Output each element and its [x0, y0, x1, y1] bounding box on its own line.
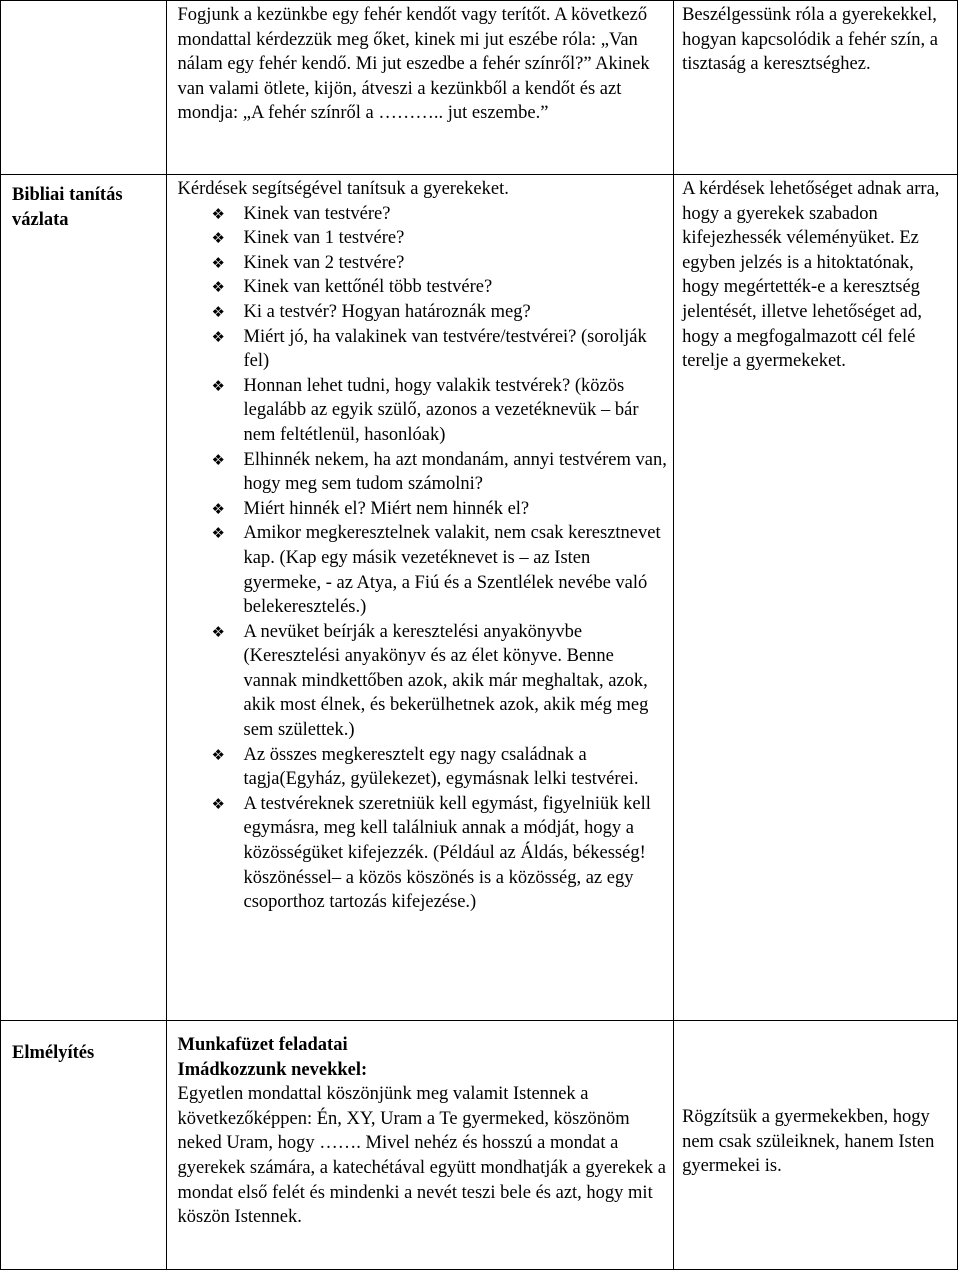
list-item-text: A nevüket beírják a keresztelési anyakönyvbe (Keresztelési anyakönyv és az élet könyve. Benne vannak mindkettőben azok, akik már meghaltak, azok, akik most élnek, és bekerülhetnek azok, akik még meg sem születtek.): [243, 621, 649, 741]
list-item-text: Elhinnék nekem, ha azt mondanám, annyi testvérem van, hogy meg sem tudom számolni?: [243, 449, 667, 495]
activity-content: [178, 1023, 668, 1230]
row-label-cell: [1, 1021, 167, 1270]
four-diamond-bullet-icon: ❖: [211, 794, 225, 813]
four-diamond-bullet-icon: ❖: [211, 253, 225, 272]
question-list: [178, 202, 668, 915]
four-diamond-bullet-icon: ❖: [211, 327, 225, 346]
note-content: [682, 1023, 951, 1179]
list-item: [178, 300, 668, 325]
four-diamond-bullet-icon: ❖: [211, 376, 225, 395]
four-diamond-bullet-icon: ❖: [211, 450, 225, 469]
four-diamond-bullet-icon: ❖: [211, 622, 225, 641]
row-label-cell: [1, 175, 167, 1021]
note-text: Rögzítsük a gyermekekben, hogy nem csak szüleiknek, hanem Isten gyermekei is.: [682, 1107, 935, 1177]
activity-cell: [166, 1, 674, 175]
list-item-text: Az összes megkeresztelt egy nagy családnak a tagja(Egyház, gyülekezet), egymásnak lelki testvérei.: [243, 744, 639, 790]
list-item-text: A testvéreknek szeretniük kell egymást, figyelniük kell egymásra, meg kell találniuk annak a módját, hogy a közösségüket kifejezzék. (Például az Áldás, békesség! köszönéssel– a közös köszönés is a közösség, az egy csoporthoz tartozás kifejezése.): [243, 793, 651, 913]
note-cell: [674, 1021, 958, 1270]
activity-cell: [166, 1021, 674, 1270]
list-item: [178, 251, 668, 276]
four-diamond-bullet-icon: ❖: [211, 229, 225, 248]
four-diamond-bullet-icon: ❖: [211, 278, 225, 297]
list-item-text: Miért hinnék el? Miért nem hinnék el?: [243, 498, 530, 519]
four-diamond-bullet-icon: ❖: [211, 745, 225, 764]
list-item-text: Honnan lehet tudni, hogy valakik testvérek? (közös legalább az egyik szülő, azonos a vezetéknevük – bár nem feltétlenül, hasonlóak): [243, 375, 639, 445]
section-subheading: Imádkozzunk nevekkel:: [177, 1059, 368, 1080]
table-row-deepening: [1, 1021, 958, 1270]
list-item: [178, 620, 668, 743]
list-item-text: Miért jó, ha valakinek van testvére/testvérei? (sorolják fel): [243, 326, 647, 372]
four-diamond-bullet-icon: ❖: [211, 499, 225, 518]
list-item: [178, 202, 668, 227]
list-item-text: Kinek van testvére?: [243, 203, 391, 224]
list-item: [178, 497, 668, 522]
list-item: [178, 275, 668, 300]
table-row-bible-teaching: [1, 175, 958, 1021]
table-row-intro: [1, 1, 958, 175]
list-item: [178, 792, 668, 915]
intro-text: Kérdések segítségével tanítsuk a gyerekeket.: [177, 179, 509, 199]
activity-cell: [166, 175, 674, 1021]
list-item-text: Kinek van 2 testvére?: [243, 252, 405, 273]
section-heading: Munkafüzet feladatai: [177, 1035, 348, 1055]
note-cell: [674, 175, 958, 1021]
note-text: A kérdések lehetőséget adnak arra, hogy a gyerekek szabadon kifejezhessék véleményüket. Ez egyben jelzés is a hitoktatónak, hogy megértették-e a keresztség jelentését, illetve lehetőséget ad, hogy a megfogalmazott cél felé terelje a gyermekeket.: [682, 179, 940, 372]
list-item: [178, 325, 668, 374]
note-text: Beszélgessünk róla a gyerekekkel, hogyan kapcsolódik a fehér szín, a tisztaság a keresztséghez.: [682, 5, 938, 75]
four-diamond-bullet-icon: ❖: [211, 302, 225, 321]
list-item-text: Kinek van kettőnél több testvére?: [243, 277, 493, 298]
list-item: [178, 743, 668, 792]
activity-text: Egyetlen mondattal köszönjünk meg valamit Istennek a következőképpen: Én, XY, Uram a Te gyermeked, köszönöm neked Uram, hogy ……. Mivel nehéz és hosszú a mondat a gyerekek számára, a katechétával együtt mondhatják a gyerekek a mondat első felét és mindenki a nevét teszi bele és azt, hogy mit köszön Istennek.: [177, 1084, 666, 1228]
activity-text: Fogjunk a kezünkbe egy fehér kendőt vagy terítőt. A következő mondattal kérdezzük meg őket, kinek mi jut eszébe róla: „Van nálam egy fehér kendő. Mi jut eszedbe a fehér színről?” Akinek van valami ötlete, kijön, átveszi a kezünkből a kendőt és azt mondja: „A fehér színről a ……….. jut eszembe.”: [177, 5, 650, 124]
row-label-cell: [1, 1, 167, 175]
row-label: Elmélyítés: [12, 1043, 95, 1063]
note-cell: [674, 1, 958, 175]
list-item-text: Ki a testvér? Hogyan határoznák meg?: [243, 301, 531, 322]
list-item-text: Kinek van 1 testvére?: [243, 228, 405, 249]
row-label: Bibliai tanítás vázlata: [12, 185, 123, 230]
list-item: [178, 448, 668, 497]
list-item: [178, 226, 668, 251]
list-item-text: Amikor megkeresztelnek valakit, nem csak keresztnevet kap. (Kap egy másik vezetéknevet is – az Isten gyermeke, - az Atya, a Fiú és a Szentlélek nevébe való belekeresztelés.): [243, 523, 661, 618]
four-diamond-bullet-icon: ❖: [211, 524, 225, 543]
list-item: [178, 374, 668, 448]
four-diamond-bullet-icon: ❖: [211, 204, 225, 223]
list-item: [178, 521, 668, 619]
